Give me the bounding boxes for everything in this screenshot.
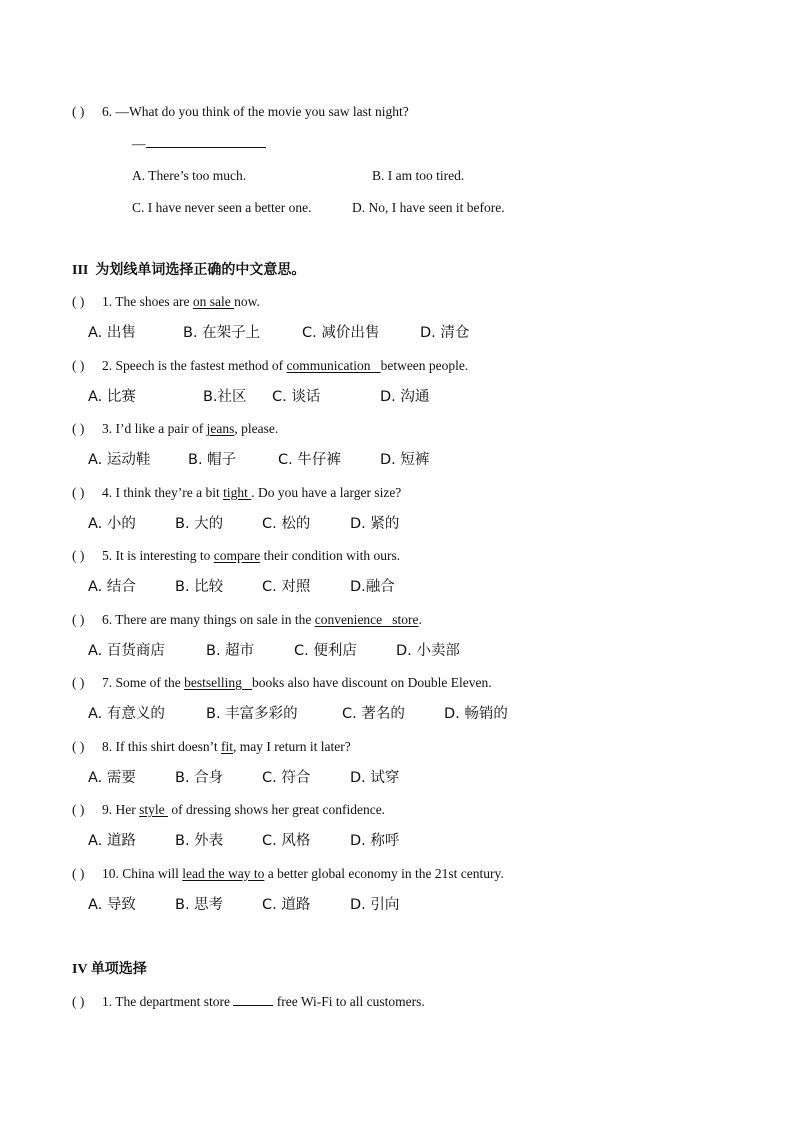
q6-option-b: B. I am too tired. — [372, 168, 465, 183]
fill-blank — [146, 147, 266, 148]
underlined-word: bestselling — [184, 675, 252, 690]
section-3-q10-option-c: C. 道路 — [262, 896, 311, 913]
section-3-q10-option-b: B. 思考 — [175, 896, 224, 913]
section-3-q4-option-b: B. 大的 — [175, 515, 224, 532]
section-3-q7-option-c: C. 著名的 — [342, 706, 405, 722]
section-3-q2-option-c: C. 谈话 — [272, 388, 321, 405]
underlined-word: tight — [223, 484, 252, 500]
underlined-word: convenience store — [314, 611, 419, 627]
section-3-q9-option-c: C. 风格 — [262, 833, 311, 849]
underlined-word: communication — [286, 357, 381, 373]
section-3-q3-option-b: B. 帽子 — [188, 452, 237, 468]
section-3-q6-option-c: C. 便利店 — [294, 642, 357, 659]
section-3-q2-option-b: B.社区 — [203, 388, 247, 405]
section-3-q2-option-a: A. 比赛 — [88, 388, 136, 405]
section-3-question-2: ( ) 2. Speech is the fastest method of communication between people. — [72, 357, 469, 373]
section-3-q1-option-d: D. 清仓 — [420, 325, 470, 341]
section-3-question-10: ( ) 10. China will lead the way to a better global economy in the 21st century. — [72, 865, 504, 881]
section-3-q4-option-d: D. 紧的 — [350, 515, 400, 532]
answer-paren: ( ) — [72, 104, 85, 119]
fill-blank — [233, 1005, 273, 1006]
section-3-q6-option-d: D. 小卖部 — [396, 642, 460, 659]
q6-option-a: A. There’s too much. — [132, 168, 247, 183]
section-3-q6-option-a: A. 百货商店 — [88, 642, 165, 659]
section-3-q1-option-b: B. 在架子上 — [183, 325, 261, 341]
section-3-question-8: ( ) 8. If this shirt doesn’t fit, may I return it later? — [72, 738, 351, 754]
section-4-question-1: ( ) 1. The department store free Wi-Fi to all customers. — [72, 994, 425, 1009]
section-3-q8-option-d: D. 试穿 — [350, 769, 400, 786]
section-3-q3-option-a: A. 运动鞋 — [88, 452, 151, 468]
section-3-question-6: ( ) 6. There are many things on sale in the convenience store. — [72, 611, 422, 627]
section-3-q5-option-d: D.融合 — [350, 579, 395, 595]
section-4-heading: IV 单项选择 — [72, 961, 147, 977]
section-3-q10-option-a: A. 导致 — [88, 896, 136, 913]
section-3-q8-option-c: C. 符合 — [262, 769, 311, 786]
section-3-q7-option-a: A. 有意义的 — [88, 706, 165, 722]
section-3-q7-option-b: B. 丰富多彩的 — [206, 706, 298, 722]
section-3-q5-option-a: A. 结合 — [88, 579, 136, 595]
section-3-question-3: ( ) 3. I’d like a pair of jeans, please. — [72, 421, 279, 436]
section-3-question-4: ( ) 4. I think they’re a bit tight . Do you have a larger size? — [72, 484, 402, 500]
section-3-question-1: ( ) 1. The shoes are on sale now. — [72, 294, 260, 309]
section-3-q9-option-a: A. 道路 — [88, 833, 136, 849]
section-3-q1-option-a: A. 出售 — [88, 325, 136, 341]
section-3-question-5: ( ) 5. It is interesting to compare their condition with ours. — [72, 548, 401, 563]
underlined-word: fit — [221, 738, 233, 754]
underlined-word: compare — [213, 548, 261, 563]
section-3-q8-option-a: A. 需要 — [88, 769, 136, 786]
q6-option-d: D. No, I have seen it before. — [352, 200, 505, 215]
section-3-q3-option-c: C. 牛仔裤 — [278, 452, 341, 468]
section-3-q9-option-d: D. 称呼 — [350, 833, 400, 849]
section-3-q6-option-b: B. 超市 — [206, 642, 255, 659]
section-3-q4-option-a: A. 小的 — [88, 515, 136, 532]
section-3-q10-option-d: D. 引向 — [350, 896, 400, 913]
section-3-q2-option-d: D. 沟通 — [380, 388, 430, 405]
section-3-q3-option-d: D. 短裤 — [380, 452, 430, 468]
question-6-stem: ( ) 6. —What do you think of the movie you saw last night? — [72, 104, 409, 119]
section-3-question-9: ( ) 9. Her style of dressing shows her great confidence. — [72, 802, 386, 817]
underlined-word: on sale — [192, 294, 235, 309]
answer-blank-line: — — [132, 135, 266, 153]
section-3-q5-option-c: C. 对照 — [262, 579, 311, 595]
section-3-q8-option-b: B. 合身 — [175, 769, 224, 786]
section-3-question-7: ( ) 7. Some of the bestselling books also have discount on Double Eleven. — [72, 675, 492, 690]
section-3-q4-option-c: C. 松的 — [262, 515, 311, 532]
section-3-q7-option-d: D. 畅销的 — [444, 706, 508, 722]
underlined-word: lead the way to — [182, 865, 265, 881]
q6-option-c: C. I have never seen a better one. — [132, 200, 312, 215]
underlined-word: style — [139, 802, 168, 817]
underlined-word: jeans — [206, 421, 235, 436]
section-3-heading: III 为划线单词选择正确的中文意思。 — [72, 262, 306, 278]
section-3-q9-option-b: B. 外表 — [175, 833, 224, 849]
section-3-q5-option-b: B. 比较 — [175, 579, 224, 595]
section-3-q1-option-c: C. 减价出售 — [302, 325, 380, 341]
